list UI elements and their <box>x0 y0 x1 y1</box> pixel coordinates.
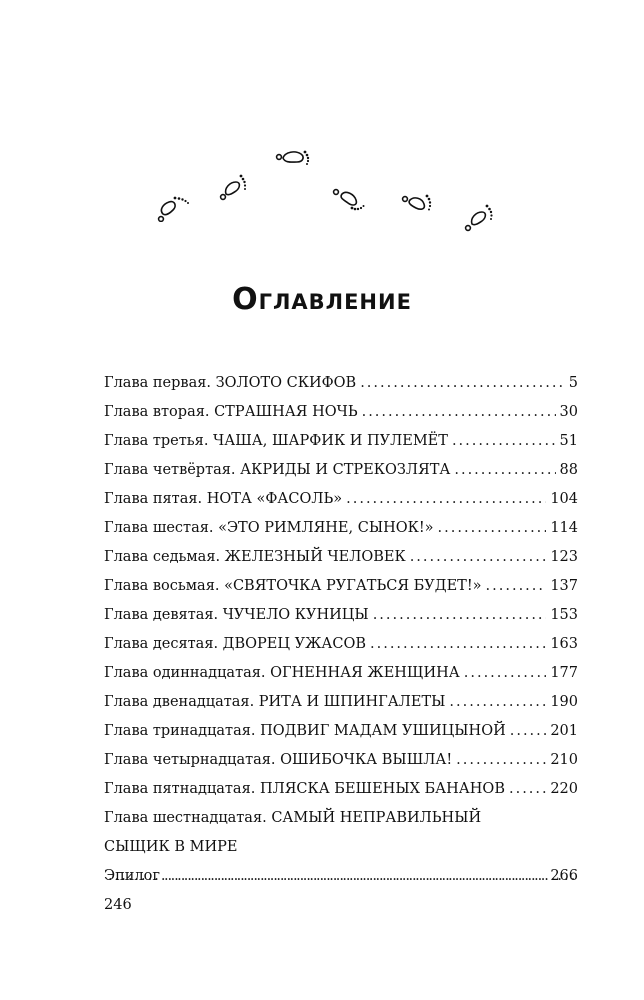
toc-entry-label: Глава четырнадцатая. ОШИБОЧКА ВЫШЛА! <box>104 752 453 768</box>
toc-entry-2[interactable] <box>104 398 578 427</box>
toc-leader-dots <box>360 369 565 398</box>
toc-entry-page: 246 <box>104 897 132 913</box>
footprint-icon <box>155 192 195 222</box>
toc-leader-dots <box>452 427 556 456</box>
toc-entry-6[interactable] <box>104 514 578 543</box>
toc-entry-17[interactable] <box>104 862 578 891</box>
toc-entry-label: Глава десятая. ДВОРЕЦ УЖАСОВ <box>104 636 366 652</box>
footprints-decoration <box>0 130 644 250</box>
toc-entry-12[interactable] <box>104 688 578 717</box>
toc-entry-page: 210 <box>550 752 578 768</box>
toc-entry-3[interactable] <box>104 427 578 456</box>
toc-leader-dots <box>373 601 547 630</box>
footprint-icon <box>400 190 440 220</box>
toc-entry-label: Глава пятнадцатая. ПЛЯСКА БЕШЕНЫХ БАНАНОВ <box>104 781 505 797</box>
toc-entry-4[interactable] <box>104 456 578 485</box>
toc-entry-label-line1: Глава шестнадцатая. САМЫЙ НЕПРАВИЛЬНЫЙ <box>104 810 482 826</box>
toc-leader-dots <box>449 688 546 717</box>
toc-entry-label: Глава девятая. ЧУЧЕЛО КУНИЦЫ <box>104 607 369 623</box>
toc-entry-page: 220 <box>550 781 578 797</box>
toc-leader-dots <box>362 398 556 427</box>
toc-entry-page: 30 <box>559 404 578 420</box>
table-of-contents <box>104 369 578 913</box>
toc-entry-8[interactable] <box>104 572 578 601</box>
toc-entry-label: Глава шестая. «ЭТО РИМЛЯНЕ, СЫНОК!» <box>104 520 434 536</box>
toc-leader-dots <box>370 630 546 659</box>
toc-leader-dots <box>454 456 555 485</box>
toc-entry-13[interactable] <box>104 717 578 746</box>
toc-leader-dots <box>438 514 547 543</box>
toc-leader-dots <box>509 775 546 804</box>
toc-entry-page: 104 <box>550 491 578 507</box>
toc-entry-page: 163 <box>550 636 578 652</box>
toc-entry-page: 5 <box>568 375 578 391</box>
toc-entry-label: Глава пятая. НОТА «ФАСОЛЬ» <box>104 491 343 507</box>
toc-leader-dots <box>510 717 547 746</box>
toc-entry-page: 190 <box>550 694 578 710</box>
toc-entry-11[interactable] <box>104 659 578 688</box>
toc-entry-1[interactable] <box>104 369 578 398</box>
toc-entry-label: Глава седьмая. ЖЕЛЕЗНЫЙ ЧЕЛОВЕК <box>104 549 406 565</box>
toc-entry-14[interactable] <box>104 746 578 775</box>
footprint-icon <box>273 144 313 174</box>
toc-entry-page: 114 <box>550 520 578 536</box>
toc-entry-page: 153 <box>550 607 578 623</box>
toc-entry-label: Глава первая. ЗОЛОТО СКИФОВ <box>104 375 357 391</box>
toc-leader-dots <box>410 543 547 572</box>
toc-entry-label-line2: СЫЩИК В МИРЕ <box>104 839 238 855</box>
toc-entry-page: 137 <box>550 578 578 594</box>
toc-entry-15[interactable] <box>104 775 578 804</box>
toc-leader-dots <box>464 659 547 688</box>
toc-leader-dots <box>486 572 547 601</box>
toc-entry-page: 88 <box>559 462 578 478</box>
footprint-icon <box>330 184 370 214</box>
toc-entry-label: Глава восьмая. «СВЯТОЧКА РУГАТЬСЯ БУДЕТ!» <box>104 578 482 594</box>
footprint-icon <box>214 172 254 202</box>
page-title: Оглавление <box>232 282 412 317</box>
toc-entry-10[interactable] <box>104 630 578 659</box>
footprint-icon <box>460 202 500 232</box>
toc-leader-dots <box>456 746 546 775</box>
toc-entry-label: Глава одиннадцатая. ОГНЕННАЯ ЖЕНЩИНА <box>104 665 460 681</box>
toc-entry-label: Глава двенадцатая. РИТА И ШПИНГАЛЕТЫ <box>104 694 446 710</box>
toc-entry-label: Глава вторая. СТРАШНАЯ НОЧЬ <box>104 404 358 420</box>
toc-entry-label: Глава тринадцатая. ПОДВИГ МАДАМ УШИЦЫНОЙ <box>104 723 506 739</box>
toc-entry-label: Эпилог <box>104 868 160 884</box>
toc-entry-page: 266 <box>550 868 578 884</box>
toc-leader-dots <box>164 862 546 891</box>
toc-entry-page: 201 <box>550 723 578 739</box>
toc-entry-page: 51 <box>559 433 578 449</box>
toc-entry-label: Глава четвёртая. АКРИДЫ И СТРЕКОЗЛЯТА <box>104 462 451 478</box>
toc-entry-page: 177 <box>550 665 578 681</box>
toc-entry-9[interactable] <box>104 601 578 630</box>
toc-entry-5[interactable] <box>104 485 578 514</box>
toc-entry-label: Глава третья. ЧАША, ШАРФИК И ПУЛЕМЁТ <box>104 433 448 449</box>
toc-entry-7[interactable] <box>104 543 578 572</box>
toc-entry-page: 123 <box>550 549 578 565</box>
toc-leader-dots <box>346 485 546 514</box>
